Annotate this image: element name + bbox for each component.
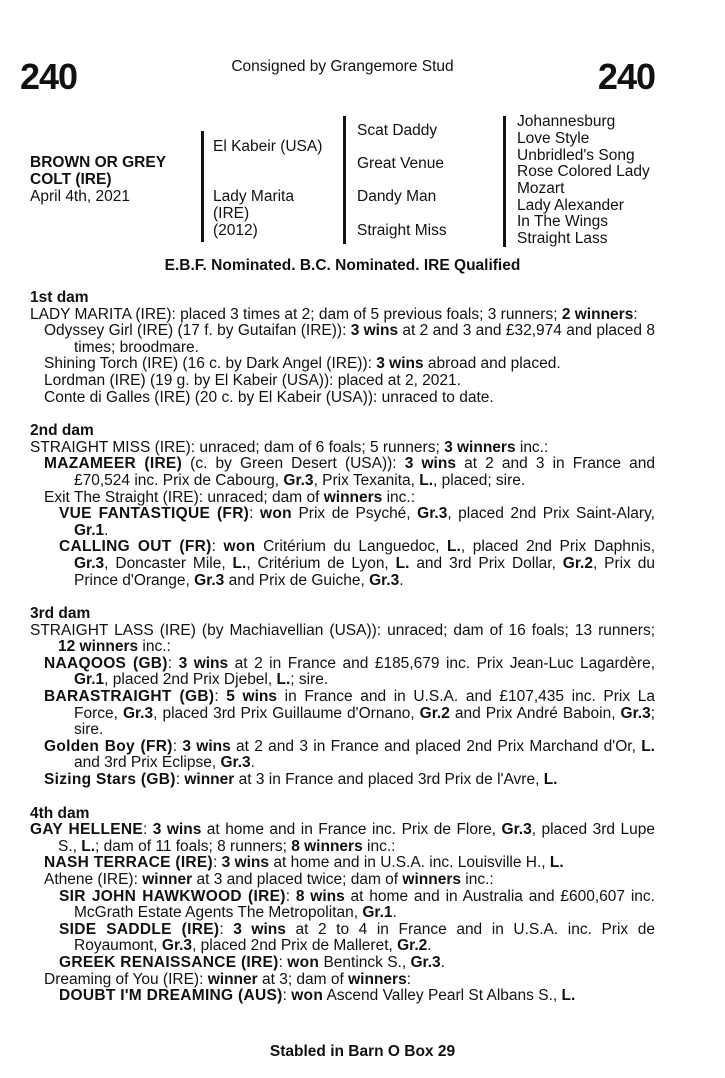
stabling-footer: Stabled in Barn O Box 29 [269,1043,456,1060]
foal-entry: Shining Torch (IRE) (16 c. by Dark Angel (IRE)): 3 wins abroad and placed. [44,355,561,373]
dam-entry: GAY HELLENE: 3 wins at home and in France inc. Prix de Flore, Gr.3, placed 3rd Lupe S., L.; dam of 11 foals; 8 runners; 8 winners inc.: [30,821,655,855]
grandfoal-entry: CALLING OUT (FR): won Critérium du Languedoc, L., placed 2nd Prix Daphnis, Gr.3, Doncaster Mile, L., Critérium de Lyon, L. and 3rd Prix Dollar, Gr.2, Prix du Prince d'Orange, Gr.3 and Prix de Guiche, Gr.3. [59,538,655,589]
pedigree-gen3-item: Straight Lass [517,230,608,247]
dam-entry: LADY MARITA (IRE): placed 3 times at 2; dam of 5 previous foals; 3 runners; 2 winners: [30,305,638,323]
pedigree-gen3-item: Love Style [517,130,590,147]
grandfoal-entry: SIR JOHN HAWKWOOD (IRE): 8 wins at home and in Australia and £600,607 inc. McGrath Estate Agents The Metropolitan, Gr.1. [59,887,655,922]
horse-description-line1: BROWN OR GREY [30,154,167,171]
foal-entry: Sizing Stars (GB): winner at 3 in France and placed 3rd Prix de l'Avre, L. [44,771,558,789]
foal-entry: Odyssey Girl (IRE) (17 f. by Gutaifan (IRE)): 3 wins at 2 and 3 and £32,974 and placed 8 times; broodmare. [44,322,655,356]
section-heading: 1st dam [30,289,89,306]
pedigree-divider-1 [201,131,204,242]
section-heading: 2nd dam [30,422,94,440]
pedigree-gen3-item: In The Wings [517,213,609,230]
foal-entry: Dreaming of You (IRE): winner at 3; dam of winners: [44,970,412,988]
foal-entry: Lordman (IRE) (19 g. by El Kabeir (USA)): placed at 2, 2021. [44,371,461,389]
pedigree-divider-3 [503,116,506,247]
pedigree-gen2-item: Great Venue [357,155,445,172]
foal-entry: NAAQOOS (GB): 3 wins at 2 in France and £185,679 inc. Prix Jean-Luc Lagardère, Gr.1, placed 2nd Prix Djebel, L.; sire. [44,654,655,689]
foal-entry: MAZAMEER (IRE) (c. by Green Desert (USA)): 3 wins at 2 and 3 in France and £70,524 inc. Prix de Cabourg, Gr.3, Prix Texanita, L., placed; sire. [44,455,655,489]
pedigree-gen3-item: Johannesburg [517,113,616,130]
pedigree-divider-2 [343,116,346,244]
catalogue-body [30,290,655,1005]
foal-entry: Exit The Straight (IRE): unraced; dam of winners inc.: [44,488,416,506]
foal-entry: BARASTRAIGHT (GB): 5 wins in France and in U.S.A. and £107,435 inc. Prix La Force, Gr.3, placed 3rd Prix Guillaume d'Ornano, Gr.2 and Prix André Baboin, Gr.3; sire. [44,688,656,739]
section-heading: 3rd dam [30,605,91,623]
section-heading: 4th dam [30,804,90,822]
pedigree-dam-year: (2012) [213,222,258,239]
grandfoal-entry: VUE FANTASTIQUE (FR): won Prix de Psyché, Gr.3, placed 2nd Prix Saint-Alary, Gr.1. [59,505,655,539]
foaling-date: April 4th, 2021 [30,188,130,205]
foal-entry: Conte di Galles (IRE) (20 c. by El Kabeir (USA)): unraced to date. [44,388,494,406]
grandfoal-entry: SIDE SADDLE (IRE): 3 wins at 2 to 4 in France and in U.S.A. inc. Prix de Royaumont, Gr.3, placed 2nd Prix de Malleret, Gr.2. [59,920,655,955]
pedigree-dam-name: Lady Marita [213,188,294,205]
pedigree-gen3-item: Mozart [517,180,565,197]
foal-entry: NASH TERRACE (IRE): 3 wins at home and in U.S.A. inc. Louisville H., L. [44,854,564,872]
grandfoal-entry: DOUBT I'M DREAMING (AUS): won Ascend Valley Pearl St Albans S., L. [59,987,576,1005]
pedigree-gen2-item: Straight Miss [357,222,447,239]
pedigree-gen2-item: Scat Daddy [357,122,438,139]
consignor-line: Consigned by Grangemore Stud [231,58,454,75]
horse-description-line2: COLT (IRE) [30,171,112,188]
nominations-line: E.B.F. Nominated. B.C. Nominated. IRE Qualified [164,257,521,274]
foal-entry: Golden Boy (FR): 3 wins at 2 and 3 in France and placed 2nd Prix Marchand d'Or, L. and 3rd Prix Eclipse, Gr.3. [44,737,655,772]
pedigree-dam-country: (IRE) [213,205,250,222]
dam-entry: STRAIGHT MISS (IRE): unraced; dam of 6 foals; 5 runners; 3 winners inc.: [30,438,549,456]
pedigree-gen3-item: Lady Alexander [517,197,624,214]
pedigree-gen3-item: Unbridled's Song [517,147,635,164]
dam-entry: STRAIGHT LASS (IRE) (by Machiavellian (USA)): unraced; dam of 16 foals; 13 runners; 12 winners inc.: [30,621,655,656]
lot-number-right: 240 [597,56,655,97]
grandfoal-entry: GREEK RENAISSANCE (IRE): won Bentinck S., Gr.3. [59,953,445,971]
lot-number-left: 240 [20,56,78,97]
pedigree-gen2-item: Dandy Man [357,188,437,205]
pedigree-sire: El Kabeir (USA) [213,138,323,155]
foal-entry: Athene (IRE): winner at 3 and placed twice; dam of winners inc.: [44,871,494,888]
pedigree-gen3-item: Rose Colored Lady [517,163,650,180]
